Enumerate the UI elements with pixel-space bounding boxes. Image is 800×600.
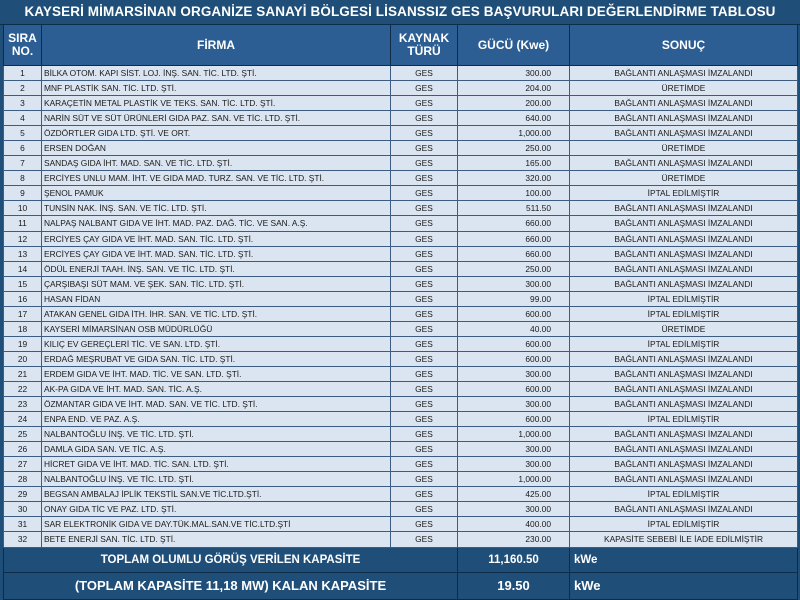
row-sonuc: BAĞLANTI ANLAŞMASI İMZALANDI: [570, 276, 798, 291]
row-kaynak: GES: [391, 216, 458, 231]
row-guc: 660.00: [458, 231, 570, 246]
row-sonuc: BAĞLANTI ANLAŞMASI İMZALANDI: [570, 351, 798, 366]
row-sonuc: BAĞLANTI ANLAŞMASI İMZALANDI: [570, 427, 798, 442]
row-guc: 640.00: [458, 111, 570, 126]
row-firma: KILIÇ EV GEREÇLERİ TİC. VE SAN. LTD. ŞTİ.: [42, 336, 391, 351]
row-kaynak: GES: [391, 171, 458, 186]
row-number: 7: [4, 156, 42, 171]
row-guc: 1,000.00: [458, 126, 570, 141]
row-sonuc: BAĞLANTI ANLAŞMASI İMZALANDI: [570, 502, 798, 517]
row-kaynak: GES: [391, 366, 458, 381]
row-firma: ONAY GIDA TİC VE PAZ. LTD. ŞTİ.: [42, 502, 391, 517]
remaining-capacity-row: [4, 572, 798, 599]
row-kaynak: GES: [391, 336, 458, 351]
row-number: 22: [4, 381, 42, 396]
row-firma: BİLKA OTOM. KAPI SİST. LOJ. İNŞ. SAN. TİC. LTD. ŞTİ.: [42, 66, 391, 81]
row-firma: SANDAŞ GIDA İHT. MAD. SAN. VE TİC. LTD. ŞTİ.: [42, 156, 391, 171]
row-sonuc: BAĞLANTI ANLAŞMASI İMZALANDI: [570, 156, 798, 171]
row-sonuc: BAĞLANTI ANLAŞMASI İMZALANDI: [570, 381, 798, 396]
row-number: 23: [4, 397, 42, 412]
row-firma: TUNSİN NAK. İNŞ. SAN. VE TİC. LTD. ŞTİ.: [42, 201, 391, 216]
row-sonuc: BAĞLANTI ANLAŞMASI İMZALANDI: [570, 457, 798, 472]
table-row: [4, 276, 798, 291]
table-row: [4, 261, 798, 276]
row-firma: ŞENOL PAMUK: [42, 186, 391, 201]
row-number: 15: [4, 276, 42, 291]
row-guc: 600.00: [458, 336, 570, 351]
row-firma: HASAN FİDAN: [42, 291, 391, 306]
row-firma: ERCİYES ÇAY GIDA VE İHT. MAD. SAN. TİC. LTD. ŞTİ.: [42, 231, 391, 246]
row-number: 28: [4, 472, 42, 487]
row-kaynak: GES: [391, 457, 458, 472]
row-number: 6: [4, 141, 42, 156]
table-row: [4, 231, 798, 246]
table-row: [4, 111, 798, 126]
row-guc: 600.00: [458, 412, 570, 427]
table-row: [4, 532, 798, 547]
row-sonuc: BAĞLANTI ANLAŞMASI İMZALANDI: [570, 442, 798, 457]
table-row: [4, 472, 798, 487]
row-number: 20: [4, 351, 42, 366]
row-firma: NALPAŞ NALBANT GIDA VE İHT. MAD. PAZ. DAĞ. TİC. VE SAN. A.Ş.: [42, 216, 391, 231]
table-row: [4, 306, 798, 321]
row-sonuc: İPTAL EDİLMİŞTİR: [570, 517, 798, 532]
row-guc: 300.00: [458, 66, 570, 81]
row-guc: 425.00: [458, 487, 570, 502]
row-kaynak: GES: [391, 126, 458, 141]
row-firma: HİCRET GIDA VE İHT. MAD. TİC. SAN. LTD. ŞTİ.: [42, 457, 391, 472]
row-number: 10: [4, 201, 42, 216]
row-number: 25: [4, 427, 42, 442]
table-row: [4, 201, 798, 216]
row-guc: 660.00: [458, 246, 570, 261]
row-guc: 40.00: [458, 321, 570, 336]
row-firma: ÖDÜL ENERJİ TAAH. İNŞ. SAN. VE TİC. LTD. ŞTİ.: [42, 261, 391, 276]
row-kaynak: GES: [391, 186, 458, 201]
row-kaynak: GES: [391, 412, 458, 427]
row-number: 21: [4, 366, 42, 381]
row-number: 18: [4, 321, 42, 336]
header-firma: FİRMA: [42, 25, 391, 66]
row-guc: 300.00: [458, 397, 570, 412]
row-guc: 300.00: [458, 502, 570, 517]
table-row: [4, 321, 798, 336]
table-row: [4, 126, 798, 141]
row-guc: 300.00: [458, 276, 570, 291]
header-row: [4, 25, 798, 66]
table-row: [4, 366, 798, 381]
table-row: [4, 186, 798, 201]
row-sonuc: BAĞLANTI ANLAŞMASI İMZALANDI: [570, 216, 798, 231]
row-firma: ERDAĞ MEŞRUBAT VE GIDA SAN. TİC. LTD. ŞTİ.: [42, 351, 391, 366]
row-guc: 660.00: [458, 216, 570, 231]
row-kaynak: GES: [391, 321, 458, 336]
remaining-capacity-value: 19.50: [458, 572, 570, 599]
row-number: 11: [4, 216, 42, 231]
header-kaynak: KAYNAK TÜRÜ: [391, 25, 458, 66]
total-positive-row: [4, 547, 798, 572]
total-positive-unit: kWe: [570, 547, 798, 572]
row-sonuc: İPTAL EDİLMİŞTİR: [570, 487, 798, 502]
table-row: [4, 156, 798, 171]
row-firma: ÖZDÖRTLER GIDA LTD. ŞTİ. VE ORT.: [42, 126, 391, 141]
row-kaynak: GES: [391, 442, 458, 457]
table-row: [4, 427, 798, 442]
row-firma: SAR ELEKTRONİK GIDA VE DAY.TÜK.MAL.SAN.VE TİC.LTD.ŞTİ: [42, 517, 391, 532]
row-sonuc: ÜRETİMDE: [570, 141, 798, 156]
row-sonuc: BAĞLANTI ANLAŞMASI İMZALANDI: [570, 96, 798, 111]
row-sonuc: BAĞLANTI ANLAŞMASI İMZALANDI: [570, 261, 798, 276]
row-number: 19: [4, 336, 42, 351]
row-firma: ÇARŞIBAŞI SÜT MAM. VE ŞEK. SAN. TİC. LTD. ŞTİ.: [42, 276, 391, 291]
row-kaynak: GES: [391, 291, 458, 306]
row-sonuc: İPTAL EDİLMİŞTİR: [570, 412, 798, 427]
row-firma: KAYSERİ MİMARSİNAN OSB MÜDÜRLÜĞÜ: [42, 321, 391, 336]
remaining-capacity-unit: kWe: [570, 572, 798, 599]
table-row: [4, 397, 798, 412]
row-guc: 230.00: [458, 532, 570, 547]
table-row: [4, 336, 798, 351]
row-guc: 250.00: [458, 141, 570, 156]
row-firma: ERSEN DOĞAN: [42, 141, 391, 156]
row-sonuc: BAĞLANTI ANLAŞMASI İMZALANDI: [570, 472, 798, 487]
row-sonuc: BAĞLANTI ANLAŞMASI İMZALANDI: [570, 366, 798, 381]
row-firma: BEGSAN AMBALAJ İPLİK TEKSTİL SAN.VE TİC.LTD.ŞTİ.: [42, 487, 391, 502]
row-firma: KARAÇETİN METAL PLASTİK VE TEKS. SAN. TİC. LTD. ŞTİ.: [42, 96, 391, 111]
header-guc: GÜCÜ (Kwe): [458, 25, 570, 66]
row-kaynak: GES: [391, 261, 458, 276]
row-number: 14: [4, 261, 42, 276]
row-kaynak: GES: [391, 111, 458, 126]
row-sonuc: İPTAL EDİLMİŞTİR: [570, 336, 798, 351]
row-number: 30: [4, 502, 42, 517]
total-positive-value: 11,160.50: [458, 547, 570, 572]
row-kaynak: GES: [391, 276, 458, 291]
row-kaynak: GES: [391, 156, 458, 171]
header-sonuc: SONUÇ: [570, 25, 798, 66]
table-row: [4, 502, 798, 517]
table-row: [4, 442, 798, 457]
row-number: 1: [4, 66, 42, 81]
row-sonuc: ÜRETİMDE: [570, 81, 798, 96]
row-firma: NALBANTOĞLU İNŞ. VE TİC. LTD. ŞTİ.: [42, 427, 391, 442]
row-guc: 1,000.00: [458, 472, 570, 487]
row-firma: ERCİYES UNLU MAM. İHT. VE GIDA MAD. TURZ. SAN. VE TİC. LTD. ŞTİ.: [42, 171, 391, 186]
row-sonuc: ÜRETİMDE: [570, 321, 798, 336]
table-row: [4, 381, 798, 396]
table-row: [4, 517, 798, 532]
row-guc: 165.00: [458, 156, 570, 171]
row-guc: 1,000.00: [458, 427, 570, 442]
row-kaynak: GES: [391, 517, 458, 532]
row-guc: 100.00: [458, 186, 570, 201]
table-row: [4, 66, 798, 81]
row-kaynak: GES: [391, 351, 458, 366]
row-firma: DAMLA GIDA SAN. VE TİC. A.Ş.: [42, 442, 391, 457]
row-number: 29: [4, 487, 42, 502]
row-kaynak: GES: [391, 66, 458, 81]
row-number: 2: [4, 81, 42, 96]
row-kaynak: GES: [391, 381, 458, 396]
row-sonuc: İPTAL EDİLMİŞTİR: [570, 306, 798, 321]
row-firma: ATAKAN GENEL GIDA İTH. İHR. SAN. VE TİC. LTD. ŞTİ.: [42, 306, 391, 321]
table-row: [4, 171, 798, 186]
row-firma: ERDEM GIDA VE İHT. MAD. TİC. VE SAN. LTD. ŞTİ.: [42, 366, 391, 381]
row-number: 16: [4, 291, 42, 306]
total-positive-label: TOPLAM OLUMLU GÖRÜŞ VERİLEN KAPASİTE: [4, 547, 458, 572]
table-row: [4, 457, 798, 472]
table-row: [4, 96, 798, 111]
row-number: 12: [4, 231, 42, 246]
row-kaynak: GES: [391, 532, 458, 547]
row-kaynak: GES: [391, 81, 458, 96]
row-kaynak: GES: [391, 96, 458, 111]
row-number: 26: [4, 442, 42, 457]
row-kaynak: GES: [391, 487, 458, 502]
applications-table: [3, 24, 798, 600]
row-number: 17: [4, 306, 42, 321]
row-kaynak: GES: [391, 306, 458, 321]
row-kaynak: GES: [391, 246, 458, 261]
row-firma: ERCİYES ÇAY GIDA VE İHT. MAD. SAN. TİC. LTD. ŞTİ.: [42, 246, 391, 261]
row-sonuc: BAĞLANTI ANLAŞMASI İMZALANDI: [570, 126, 798, 141]
row-guc: 300.00: [458, 366, 570, 381]
row-firma: ENPA END. VE PAZ. A.Ş.: [42, 412, 391, 427]
row-number: 8: [4, 171, 42, 186]
row-guc: 600.00: [458, 381, 570, 396]
row-number: 4: [4, 111, 42, 126]
table-row: [4, 291, 798, 306]
row-guc: 600.00: [458, 306, 570, 321]
row-sonuc: BAĞLANTI ANLAŞMASI İMZALANDI: [570, 246, 798, 261]
row-firma: BETE ENERJİ SAN. TİC. LTD. ŞTİ.: [42, 532, 391, 547]
row-guc: 300.00: [458, 457, 570, 472]
row-guc: 600.00: [458, 351, 570, 366]
row-guc: 99.00: [458, 291, 570, 306]
remaining-capacity-label: (TOPLAM KAPASİTE 11,18 MW) KALAN KAPASİTE: [4, 572, 458, 599]
header-sira: SIRA NO.: [4, 25, 42, 66]
row-guc: 511.50: [458, 201, 570, 216]
row-firma: ÖZMANTAR GIDA VE İHT. MAD. SAN. VE TİC. LTD. ŞTİ.: [42, 397, 391, 412]
table-row: [4, 216, 798, 231]
row-sonuc: BAĞLANTI ANLAŞMASI İMZALANDI: [570, 201, 798, 216]
row-kaynak: GES: [391, 201, 458, 216]
row-sonuc: KAPASİTE SEBEBİ İLE İADE EDİLMİŞTİR: [570, 532, 798, 547]
row-firma: NARİN SÜT VE SÜT ÜRÜNLERİ GIDA PAZ. SAN. VE TİC. LTD. ŞTİ.: [42, 111, 391, 126]
row-number: 13: [4, 246, 42, 261]
row-sonuc: BAĞLANTI ANLAŞMASI İMZALANDI: [570, 231, 798, 246]
table-row: [4, 351, 798, 366]
row-firma: AK-PA GIDA VE İHT. MAD. SAN. TİC. A.Ş.: [42, 381, 391, 396]
table-row: [4, 246, 798, 261]
row-guc: 250.00: [458, 261, 570, 276]
row-guc: 400.00: [458, 517, 570, 532]
row-kaynak: GES: [391, 231, 458, 246]
table-row: [4, 81, 798, 96]
row-sonuc: BAĞLANTI ANLAŞMASI İMZALANDI: [570, 111, 798, 126]
row-kaynak: GES: [391, 427, 458, 442]
row-guc: 300.00: [458, 442, 570, 457]
row-number: 31: [4, 517, 42, 532]
row-guc: 200.00: [458, 96, 570, 111]
row-number: 27: [4, 457, 42, 472]
table-row: [4, 487, 798, 502]
table-row: [4, 412, 798, 427]
row-sonuc: İPTAL EDİLMİŞTİR: [570, 186, 798, 201]
row-kaynak: GES: [391, 397, 458, 412]
row-kaynak: GES: [391, 502, 458, 517]
row-kaynak: GES: [391, 472, 458, 487]
table-row: [4, 141, 798, 156]
row-guc: 320.00: [458, 171, 570, 186]
row-number: 3: [4, 96, 42, 111]
row-number: 5: [4, 126, 42, 141]
row-guc: 204.00: [458, 81, 570, 96]
row-sonuc: BAĞLANTI ANLAŞMASI İMZALANDI: [570, 66, 798, 81]
row-number: 24: [4, 412, 42, 427]
row-sonuc: BAĞLANTI ANLAŞMASI İMZALANDI: [570, 397, 798, 412]
page-title: KAYSERİ MİMARSİNAN ORGANİZE SANAYİ BÖLGESİ LİSANSSIZ GES BAŞVURULARI DEĞERLENDİRME TABLOSU: [0, 0, 800, 25]
row-sonuc: ÜRETİMDE: [570, 171, 798, 186]
row-firma: NALBANTOĞLU İNŞ. VE TİC. LTD. ŞTİ.: [42, 472, 391, 487]
row-number: 9: [4, 186, 42, 201]
row-number: 32: [4, 532, 42, 547]
row-kaynak: GES: [391, 141, 458, 156]
row-sonuc: İPTAL EDİLMİŞTİR: [570, 291, 798, 306]
row-firma: MNF PLASTİK SAN. TİC. LTD. ŞTİ.: [42, 81, 391, 96]
